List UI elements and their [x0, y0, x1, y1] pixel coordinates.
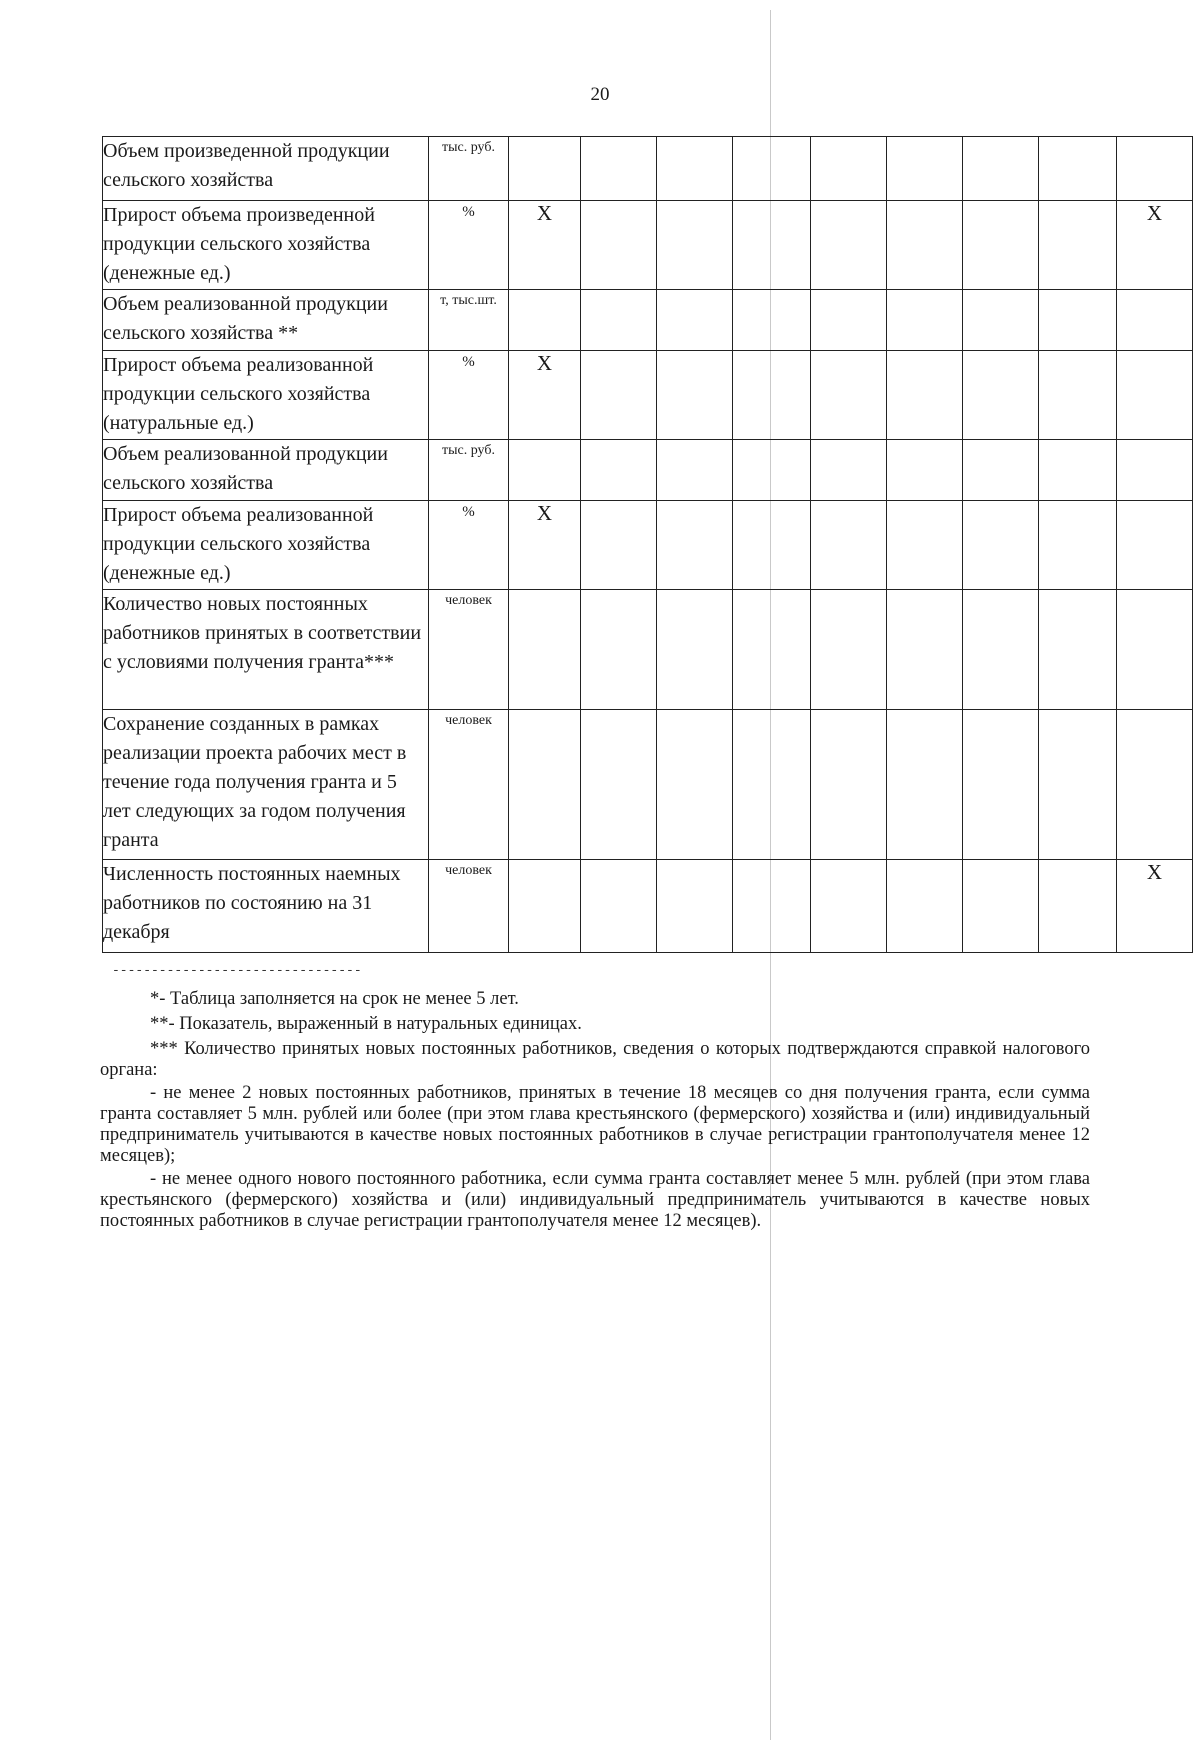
indicator-name: Объем реализованной продукции сельского хозяйства ** — [103, 290, 429, 351]
value-cell — [887, 501, 963, 590]
value-cell: X — [1117, 201, 1193, 290]
footnote-1: *- Таблица заполняется на срок не менее 5 лет. — [150, 989, 519, 1009]
value-cell — [1039, 201, 1117, 290]
value-cell — [733, 501, 811, 590]
value-cell — [1117, 710, 1193, 860]
unit-cell: тыс. руб. — [429, 440, 509, 501]
value-cell — [733, 290, 811, 351]
value-cell — [811, 290, 887, 351]
value-cell — [963, 290, 1039, 351]
value-cell — [581, 290, 657, 351]
table-row — [103, 501, 1193, 590]
value-cell — [811, 501, 887, 590]
value-cell — [887, 137, 963, 201]
value-cell — [1039, 860, 1117, 953]
value-cell — [1117, 137, 1193, 201]
indicator-name: Объем произведенной продукции сельского хозяйства — [103, 137, 429, 201]
unit-cell: тыс. руб. — [429, 137, 509, 201]
table-row — [103, 201, 1193, 290]
value-cell — [581, 137, 657, 201]
indicator-name: Сохранение созданных в рамках реализации проекта рабочих мест в течение года получения гранта и 5 лет следующих за годом получения гранта — [103, 710, 429, 860]
value-cell — [657, 501, 733, 590]
value-cell — [811, 440, 887, 501]
value-cell — [509, 590, 581, 710]
value-cell — [1117, 440, 1193, 501]
value-cell — [963, 201, 1039, 290]
footnote-3-item-2: - не менее одного нового постоянного работника, если сумма гранта составляет менее 5 млн. рублей (при этом глава крестьянского (фермерского) хозяйства и (или) индивидуальный предприниматель учитываются в качестве новых постоянных работников в случае регистрации грантополучателя менее 12 месяцев). — [100, 1169, 1090, 1231]
indicator-name: Прирост объема реализованной продукции сельского хозяйства (натуральные ед.) — [103, 351, 429, 440]
value-cell — [657, 860, 733, 953]
indicator-name: Прирост объема реализованной продукции сельского хозяйства (денежные ед.) — [103, 501, 429, 590]
value-cell — [1117, 501, 1193, 590]
value-cell — [509, 860, 581, 953]
value-cell — [887, 201, 963, 290]
value-cell — [1039, 351, 1117, 440]
unit-cell: % — [429, 501, 509, 590]
value-cell — [581, 501, 657, 590]
value-cell — [509, 440, 581, 501]
value-cell — [1039, 137, 1117, 201]
indicators-table — [102, 136, 1193, 953]
unit-cell: т, тыс.шт. — [429, 290, 509, 351]
value-cell — [963, 351, 1039, 440]
indicator-name: Численность постоянных наемных работников по состоянию на 31 декабря — [103, 860, 429, 953]
value-cell — [733, 860, 811, 953]
footnote-3-item-1: - не менее 2 новых постоянных работников, принятых в течение 18 месяцев со дня получения гранта, если сумма гранта составляет 5 млн. рублей или более (при этом глава крестьянского (фермерского) хозяйства и (или) индивидуальный предприниматель учитываются в качестве новых постоянных работников в случае регистрации грантополучателя менее 12 месяцев); — [100, 1083, 1090, 1166]
value-cell — [1039, 440, 1117, 501]
value-cell — [963, 440, 1039, 501]
value-cell — [1039, 590, 1117, 710]
value-cell — [657, 351, 733, 440]
table-row — [103, 860, 1193, 953]
value-cell — [963, 501, 1039, 590]
indicator-name: Прирост объема произведенной продукции сельского хозяйства (денежные ед.) — [103, 201, 429, 290]
value-cell — [581, 710, 657, 860]
value-cell — [887, 351, 963, 440]
table-row — [103, 351, 1193, 440]
value-cell — [657, 440, 733, 501]
table-row — [103, 440, 1193, 501]
indicator-name: Количество новых постоянных работников принятых в соответствии с условиями получения гранта*** — [103, 590, 429, 710]
value-cell — [733, 137, 811, 201]
value-cell — [1039, 290, 1117, 351]
value-cell: X — [509, 201, 581, 290]
unit-cell: человек — [429, 710, 509, 860]
value-cell: X — [509, 501, 581, 590]
value-cell: X — [1117, 860, 1193, 953]
value-cell — [811, 351, 887, 440]
value-cell — [811, 710, 887, 860]
value-cell — [581, 201, 657, 290]
value-cell — [887, 590, 963, 710]
value-cell — [1117, 290, 1193, 351]
value-cell — [811, 860, 887, 953]
value-cell — [963, 590, 1039, 710]
value-cell — [963, 137, 1039, 201]
unit-cell: % — [429, 351, 509, 440]
value-cell — [887, 710, 963, 860]
value-cell — [733, 440, 811, 501]
value-cell — [581, 440, 657, 501]
value-cell — [657, 590, 733, 710]
value-cell — [657, 290, 733, 351]
value-cell — [1117, 590, 1193, 710]
indicator-name: Объем реализованной продукции сельского хозяйства — [103, 440, 429, 501]
value-cell — [733, 590, 811, 710]
value-cell — [733, 201, 811, 290]
table-row — [103, 137, 1193, 201]
value-cell — [811, 201, 887, 290]
value-cell — [509, 290, 581, 351]
footnotes — [100, 960, 1090, 1234]
table-row — [103, 710, 1193, 860]
value-cell — [509, 710, 581, 860]
value-cell — [811, 137, 887, 201]
value-cell — [1039, 710, 1117, 860]
value-cell — [887, 440, 963, 501]
value-cell — [1039, 501, 1117, 590]
table-row — [103, 590, 1193, 710]
value-cell: X — [509, 351, 581, 440]
value-cell — [963, 860, 1039, 953]
unit-cell: % — [429, 201, 509, 290]
value-cell — [509, 137, 581, 201]
footnote-2: **- Показатель, выраженный в натуральных единицах. — [150, 1014, 582, 1034]
value-cell — [733, 710, 811, 860]
value-cell — [657, 137, 733, 201]
unit-cell: человек — [429, 590, 509, 710]
value-cell — [887, 860, 963, 953]
value-cell — [963, 710, 1039, 860]
value-cell — [581, 860, 657, 953]
footnote-3: *** Количество принятых новых постоянных работников, сведения о которых подтверждаются справкой налогового органа: — [100, 1039, 1090, 1080]
value-cell — [581, 351, 657, 440]
value-cell — [811, 590, 887, 710]
value-cell — [581, 590, 657, 710]
footnote-separator: -------------------------------- — [112, 963, 362, 978]
value-cell — [887, 290, 963, 351]
unit-cell: человек — [429, 860, 509, 953]
value-cell — [657, 710, 733, 860]
value-cell — [1117, 351, 1193, 440]
value-cell — [657, 201, 733, 290]
value-cell — [733, 351, 811, 440]
page-number: 20 — [590, 84, 610, 105]
table-row — [103, 290, 1193, 351]
